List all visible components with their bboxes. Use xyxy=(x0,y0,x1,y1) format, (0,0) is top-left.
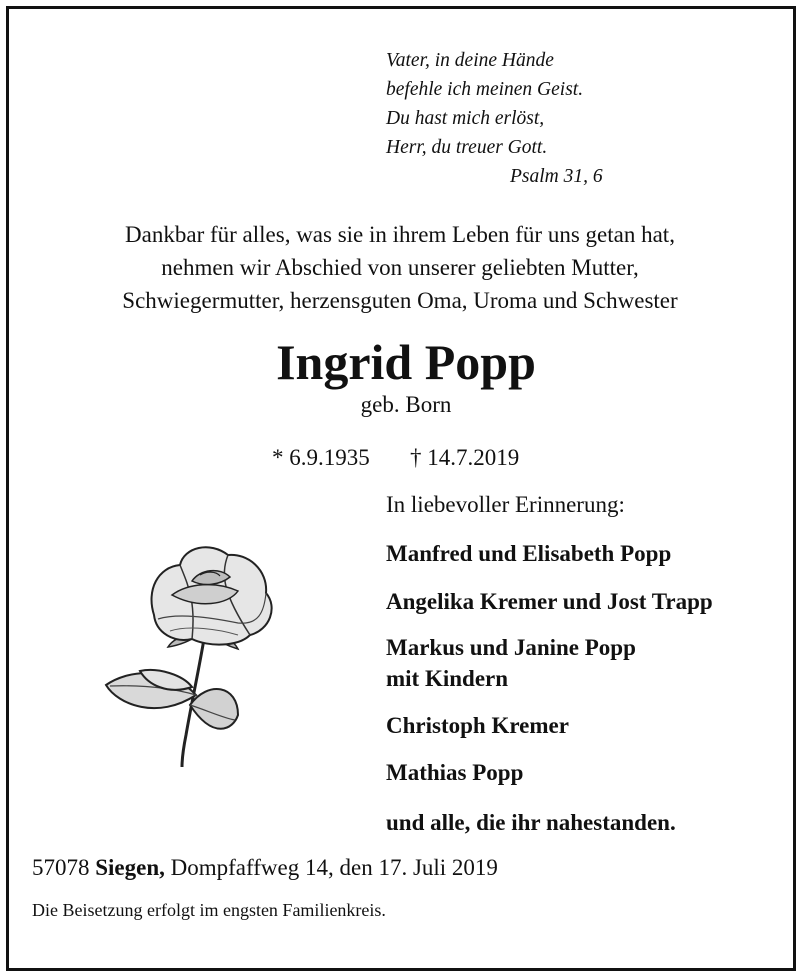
mourner-entry: Christoph Kremer xyxy=(386,713,569,738)
mourner-entry: Angelika Kremer und Jost Trapp xyxy=(386,589,713,614)
psalm-line: befehle ich meinen Geist. xyxy=(386,79,584,100)
psalm-line: Du hast mich erlöst, xyxy=(386,108,545,129)
rose-icon xyxy=(88,535,298,775)
postal-code: 57078 xyxy=(32,855,90,880)
birth-date: * 6.9.1935 xyxy=(272,445,370,470)
mourner-entry: Mathias Popp xyxy=(386,760,524,785)
intro-text xyxy=(0,218,800,317)
memory-heading: In liebevoller Erinnerung: xyxy=(386,492,625,517)
street-date: Dompfaffweg 14, den 17. Juli 2019 xyxy=(170,855,498,880)
psalm-reference: Psalm 31, 6 xyxy=(510,166,603,187)
mourner-entry: Manfred und Elisabeth Popp xyxy=(386,541,672,566)
death-date: † 14.7.2019 xyxy=(410,445,520,470)
address-line xyxy=(32,855,498,881)
city: Siegen, xyxy=(95,855,165,880)
psalm-quote xyxy=(386,46,603,187)
mourner-entry: mit Kindern xyxy=(386,666,509,691)
burial-note: Die Beisetzung erfolgt im engsten Familienkreis. xyxy=(32,900,386,920)
intro-line: Schwiegermutter, herzensguten Oma, Uroma und Schwester xyxy=(122,288,678,313)
psalm-line: Vater, in deine Hände xyxy=(386,50,554,71)
deceased-name: Ingrid Popp xyxy=(276,334,536,390)
intro-line: nehmen wir Abschied von unserer geliebten Mutter, xyxy=(161,255,639,280)
intro-line: Dankbar für alles, was sie in ihrem Leben für uns getan hat, xyxy=(125,222,675,247)
psalm-line: Herr, du treuer Gott. xyxy=(386,137,548,158)
mourner-entry: Markus und Janine Popp xyxy=(386,635,636,660)
maiden-name: geb. Born xyxy=(360,392,452,417)
mourner-entry: und alle, die ihr nahestanden. xyxy=(386,810,676,835)
